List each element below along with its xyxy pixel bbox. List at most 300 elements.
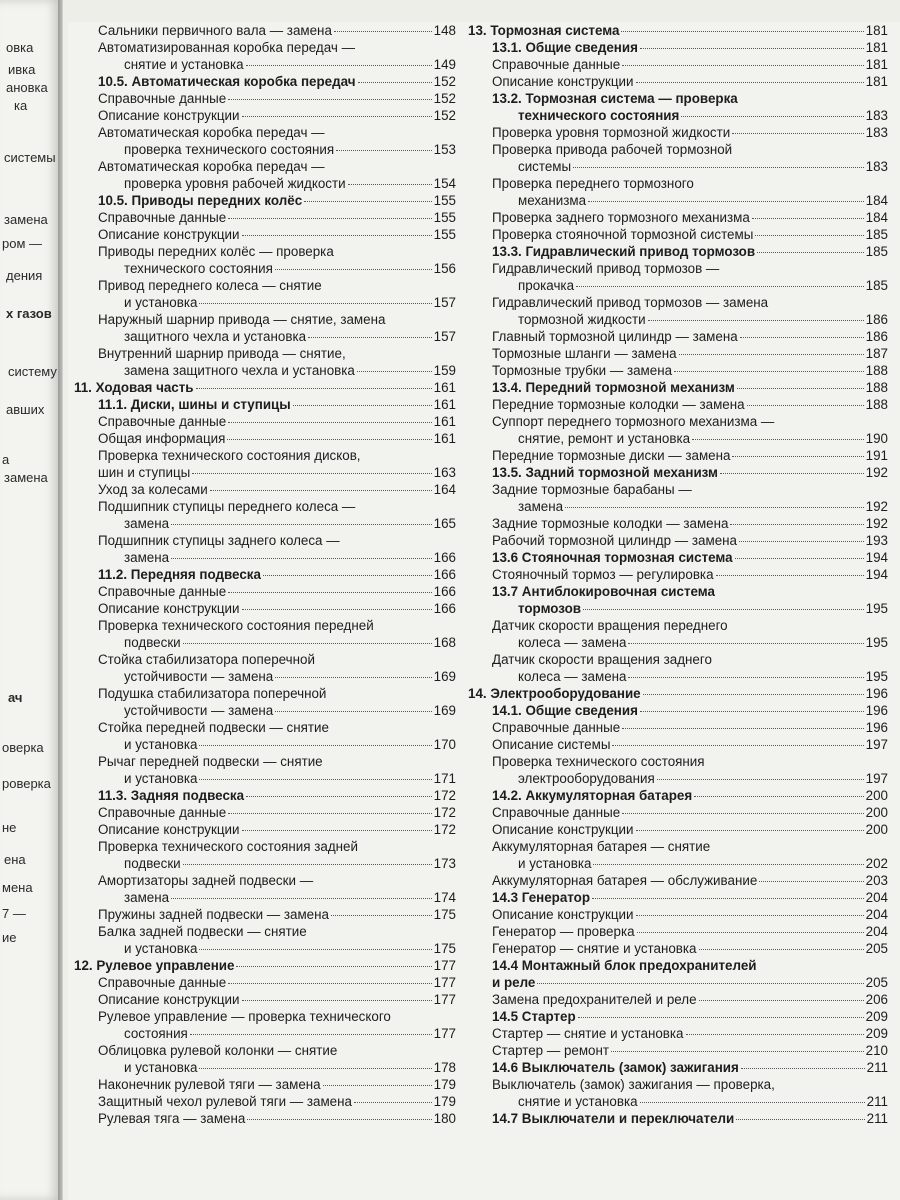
toc-entry-title: Подшипник ступицы переднего колеса — <box>98 499 356 514</box>
toc-entry-title: 14.7 Выключатели и переключатели <box>492 1111 735 1126</box>
toc-entry-title: Описание конструкции <box>492 822 634 837</box>
dot-leader <box>747 405 864 406</box>
toc-page-number: 202 <box>865 856 888 871</box>
toc-entry-title: Описание конструкции <box>98 992 240 1007</box>
toc-entry[interactable] <box>468 583 888 617</box>
toc-entry-title: Справочные данные <box>492 720 621 735</box>
toc-entry[interactable] <box>74 532 456 566</box>
dot-leader <box>648 320 864 321</box>
toc-entry[interactable] <box>74 923 456 957</box>
toc-entry-title: и реле <box>492 975 536 990</box>
toc-page-number: 179 <box>433 1077 456 1092</box>
dot-leader <box>643 694 864 695</box>
toc-entry-title: и установка <box>124 1060 198 1075</box>
dot-leader <box>736 1119 864 1120</box>
dot-leader <box>228 983 431 984</box>
toc-entry-title: состояния <box>124 1026 188 1041</box>
toc-entry-title: системы <box>518 159 572 174</box>
dot-leader <box>636 82 864 83</box>
toc-entry[interactable] <box>468 617 888 651</box>
toc-entry-title: и установка <box>124 941 198 956</box>
toc-entry-title: Аккумуляторная батарея — снятие <box>492 839 711 854</box>
toc-entry-title: и установка <box>518 856 592 871</box>
toc-left-column <box>74 22 456 1127</box>
toc-entry-title: Генератор — проверка <box>492 924 635 939</box>
toc-entry-title: Стояночный тормоз — регулировка <box>492 567 714 582</box>
dot-leader <box>611 1051 864 1052</box>
dot-leader <box>293 405 432 406</box>
toc-page-number: 185 <box>865 227 888 242</box>
toc-entry[interactable] <box>468 719 888 736</box>
toc-page-number: 177 <box>433 975 456 990</box>
toc-entry[interactable] <box>468 464 888 481</box>
toc-page-number: 166 <box>433 550 456 565</box>
toc-entry[interactable] <box>468 481 888 515</box>
dot-leader <box>628 677 863 678</box>
toc-entry-title: 10.5. Приводы передних колёс <box>98 193 303 208</box>
toc-entry[interactable] <box>468 226 888 243</box>
toc-entry[interactable] <box>468 872 888 889</box>
previous-page-text-fragment: ена <box>4 852 26 867</box>
toc-entry[interactable] <box>468 56 888 73</box>
toc-entry[interactable] <box>468 702 888 719</box>
toc-page-number: 154 <box>433 176 456 191</box>
toc-entry[interactable] <box>74 90 456 107</box>
toc-page-number: 209 <box>865 1026 888 1041</box>
toc-entry-title: Проверка технического состояния задней <box>98 839 358 854</box>
toc-entry[interactable] <box>74 345 456 379</box>
toc-entry[interactable] <box>74 430 456 447</box>
toc-entry-title: Амортизаторы задней подвески — <box>98 873 314 888</box>
toc-page-number: 211 <box>866 1094 888 1109</box>
toc-page-number: 157 <box>433 329 456 344</box>
toc-entry-title: Гидравлический привод тормозов — <box>492 261 720 276</box>
toc-entry[interactable] <box>468 566 888 583</box>
toc-entry-title: Передние тормозные колодки — замена <box>492 397 745 412</box>
toc-entry-title: и установка <box>124 771 198 786</box>
dot-leader <box>565 507 864 508</box>
dot-leader <box>246 65 432 66</box>
toc-entry[interactable] <box>468 294 888 328</box>
toc-entry[interactable] <box>74 617 456 651</box>
toc-entry-title: Общая информация <box>98 431 226 446</box>
toc-entry-title: 13.1. Общие сведения <box>492 40 638 55</box>
toc-entry[interactable] <box>74 838 456 872</box>
toc-entry[interactable] <box>74 991 456 1008</box>
toc-page-number: 185 <box>865 278 888 293</box>
toc-page-number: 186 <box>865 312 888 327</box>
toc-page-number: 161 <box>433 414 456 429</box>
toc-entry-title: защитного чехла и установка <box>124 329 307 344</box>
toc-entry[interactable] <box>74 311 456 345</box>
toc-entry[interactable] <box>468 39 888 56</box>
toc-entry-title: Проверка технического состояния <box>492 754 705 769</box>
toc-entry[interactable] <box>468 787 888 804</box>
toc-entry-title: Тормозные трубки — замена <box>492 363 673 378</box>
toc-page-number: 175 <box>433 907 456 922</box>
toc-page-number: 148 <box>433 23 456 38</box>
dot-leader <box>242 235 432 236</box>
dot-leader <box>242 1000 432 1001</box>
previous-page-text-fragment: оверка <box>2 740 44 755</box>
toc-entry[interactable] <box>468 328 888 345</box>
toc-entry-title: 14. Электрооборудование <box>468 686 641 701</box>
toc-entry-title: замена защитного чехла и установка <box>124 363 355 378</box>
toc-entry-title: Стартер — снятие и установка <box>492 1026 684 1041</box>
toc-entry-title: Автоматизированная коробка передач — <box>98 40 355 55</box>
toc-entry-title: Замена предохранителей и реле <box>492 992 697 1007</box>
toc-entry[interactable] <box>74 1076 456 1093</box>
dot-leader <box>640 711 864 712</box>
toc-entry-title: Автоматическая коробка передач — <box>98 125 325 140</box>
dot-leader <box>242 609 432 610</box>
toc-entry-title: Описание системы <box>492 737 611 752</box>
toc-page-number: 178 <box>433 1060 456 1075</box>
dot-leader <box>593 864 863 865</box>
toc-entry-title: проверка уровня рабочей жидкости <box>124 176 346 191</box>
toc-entry[interactable] <box>468 243 888 260</box>
dot-leader <box>699 949 864 950</box>
dot-leader <box>199 303 431 304</box>
toc-entry[interactable] <box>74 787 456 804</box>
toc-page-number: 200 <box>865 822 888 837</box>
toc-entry[interactable] <box>74 447 456 481</box>
toc-entry[interactable] <box>468 651 888 685</box>
dot-leader <box>228 422 431 423</box>
dot-leader <box>228 218 431 219</box>
toc-entry[interactable] <box>468 532 888 549</box>
toc-entry-title: и установка <box>124 737 198 752</box>
dot-leader <box>578 1017 864 1018</box>
dot-leader <box>732 133 863 134</box>
toc-entry[interactable] <box>468 685 888 702</box>
toc-page-number: 192 <box>865 516 888 531</box>
toc-page-number: 186 <box>865 329 888 344</box>
toc-right-column <box>468 22 888 1127</box>
toc-page-number: 193 <box>865 533 888 548</box>
toc-entry-title: Привод переднего колеса — снятие <box>98 278 322 293</box>
previous-page-text-fragment: ка <box>14 98 28 113</box>
dot-leader <box>720 473 864 474</box>
toc-page-number: 169 <box>433 703 456 718</box>
toc-entry-title: Проверка уровня тормозной жидкости <box>492 125 731 140</box>
dot-leader <box>275 677 431 678</box>
toc-entry[interactable] <box>74 107 456 124</box>
toc-entry-title: Датчик скорости вращения переднего <box>492 618 728 633</box>
toc-page-number: 164 <box>433 482 456 497</box>
toc-page-number: 177 <box>433 992 456 1007</box>
toc-page-number: 205 <box>865 941 888 956</box>
toc-entry[interactable] <box>74 685 456 719</box>
toc-entry[interactable] <box>74 396 456 413</box>
toc-page-number: 195 <box>865 635 888 650</box>
toc-entry-title: Балка задней подвески — снятие <box>98 924 307 939</box>
toc-entry-title: Наружный шарнир привода — снятие, замена <box>98 312 386 327</box>
toc-entry[interactable] <box>468 957 888 991</box>
previous-page-text-fragment: ром — <box>2 236 43 251</box>
dot-leader <box>275 711 431 712</box>
toc-entry-title: снятие, ремонт и установка <box>518 431 691 446</box>
toc-page-number: 191 <box>865 448 888 463</box>
toc-entry-title: Справочные данные <box>492 57 621 72</box>
toc-entry[interactable] <box>468 906 888 923</box>
toc-entry[interactable] <box>468 209 888 226</box>
previous-page-text-fragment: не <box>2 820 17 835</box>
toc-entry[interactable] <box>468 141 888 175</box>
toc-page-number: 200 <box>865 788 888 803</box>
toc-entry-title: 13.5. Задний тормозной механизм <box>492 465 718 480</box>
dot-leader <box>637 932 864 933</box>
toc-entry[interactable] <box>468 549 888 566</box>
toc-entry[interactable] <box>468 447 888 464</box>
toc-page-number: 183 <box>865 159 888 174</box>
toc-entry-title: Справочные данные <box>98 805 227 820</box>
toc-entry[interactable] <box>468 515 888 532</box>
toc-entry[interactable] <box>74 277 456 311</box>
toc-entry[interactable] <box>468 90 888 124</box>
toc-entry-title: подвески <box>124 856 181 871</box>
toc-entry[interactable] <box>468 1025 888 1042</box>
toc-entry[interactable] <box>74 498 456 532</box>
toc-entry[interactable] <box>468 1042 888 1059</box>
toc-entry[interactable] <box>468 1059 888 1076</box>
toc-entry-title: Тормозные шланги — замена <box>492 346 677 361</box>
toc-entry[interactable] <box>468 753 888 787</box>
toc-entry[interactable] <box>74 1008 456 1042</box>
dot-leader <box>636 915 864 916</box>
toc-page-number: 161 <box>433 431 456 446</box>
toc-page-number: 174 <box>433 890 456 905</box>
toc-entry[interactable] <box>74 974 456 991</box>
toc-entry-title: 12. Рулевое управление <box>74 958 235 973</box>
dot-leader <box>583 609 864 610</box>
toc-page-number: 155 <box>433 210 456 225</box>
toc-entry[interactable] <box>74 600 456 617</box>
toc-page-number: 166 <box>433 584 456 599</box>
toc-entry[interactable] <box>74 39 456 73</box>
toc-page-number: 209 <box>865 1009 888 1024</box>
toc-page-number: 211 <box>866 1060 888 1075</box>
toc-entry[interactable] <box>468 923 888 940</box>
previous-page-text-fragment: замена <box>4 212 48 227</box>
toc-entry[interactable] <box>468 821 888 838</box>
toc-entry[interactable] <box>74 1093 456 1110</box>
toc-entry[interactable] <box>468 991 888 1008</box>
toc-entry[interactable] <box>468 379 888 396</box>
dot-leader <box>759 881 863 882</box>
toc-entry[interactable] <box>468 1008 888 1025</box>
toc-entry[interactable] <box>468 940 888 957</box>
previous-page-text-fragment: х газов <box>6 306 52 321</box>
previous-page-text-fragment: авших <box>6 402 45 417</box>
toc-entry[interactable] <box>468 362 888 379</box>
toc-entry[interactable] <box>468 73 888 90</box>
toc-entry-title: Главный тормозной цилиндр — замена <box>492 329 738 344</box>
toc-entry[interactable] <box>74 226 456 243</box>
toc-entry-title: Рабочий тормозной цилиндр — замена <box>492 533 737 548</box>
toc-entry[interactable] <box>74 583 456 600</box>
toc-entry[interactable] <box>468 736 888 753</box>
toc-page-number: 204 <box>865 890 888 905</box>
toc-entry-title: 14.4 Монтажный блок предохранителей <box>492 958 757 973</box>
toc-entry-title: 13. Тормозная система <box>468 23 620 38</box>
toc-page-number: 177 <box>433 1026 456 1041</box>
toc-page-number: 181 <box>865 74 888 89</box>
toc-entry[interactable] <box>468 1076 888 1110</box>
dot-leader <box>674 371 864 372</box>
toc-page-number: 205 <box>865 975 888 990</box>
previous-page-text-fragment: замена <box>4 470 48 485</box>
toc-entry[interactable] <box>74 1110 456 1127</box>
toc-entry-title: Выключатель (замок) зажигания — проверка, <box>492 1077 775 1092</box>
dot-leader <box>692 439 864 440</box>
toc-page-number: 194 <box>865 550 888 565</box>
toc-entry[interactable] <box>74 209 456 226</box>
dot-leader <box>199 779 431 780</box>
dot-leader <box>190 1034 432 1035</box>
toc-entry[interactable] <box>74 719 456 753</box>
dot-leader <box>336 150 431 151</box>
toc-entry[interactable] <box>74 821 456 838</box>
toc-page-number: 159 <box>433 363 456 378</box>
toc-page-number: 177 <box>433 958 456 973</box>
toc-entry-title: Описание конструкции <box>98 822 240 837</box>
toc-entry-title: Проверка заднего тормозного механизма <box>492 210 750 225</box>
toc-page-number: 206 <box>865 992 888 1007</box>
toc-entry-title: Подушка стабилизатора поперечной <box>98 686 327 701</box>
toc-page-number: 181 <box>865 57 888 72</box>
toc-entry-title: Внутренний шарнир привода — снятие, <box>98 346 346 361</box>
dot-leader <box>657 779 864 780</box>
dot-leader <box>681 116 863 117</box>
toc-entry[interactable] <box>468 260 888 294</box>
dot-leader <box>304 201 431 202</box>
toc-entry[interactable] <box>74 379 456 396</box>
table-of-contents-page <box>68 22 900 1200</box>
toc-page-number: 165 <box>433 516 456 531</box>
toc-entry[interactable] <box>74 804 456 821</box>
toc-entry-title: Справочные данные <box>98 414 227 429</box>
dot-leader <box>183 864 432 865</box>
toc-entry[interactable] <box>74 651 456 685</box>
toc-entry[interactable] <box>74 22 456 39</box>
dot-leader <box>171 558 432 559</box>
toc-entry-title: Описание конструкции <box>492 907 634 922</box>
dot-leader <box>757 252 864 253</box>
dot-leader <box>242 116 432 117</box>
previous-page-text-fragment: ач <box>8 690 23 705</box>
toc-entry[interactable] <box>468 22 888 39</box>
dot-leader <box>755 235 863 236</box>
toc-entry[interactable] <box>74 906 456 923</box>
toc-page-number: 161 <box>433 380 456 395</box>
toc-page-number: 183 <box>865 125 888 140</box>
toc-page-number: 181 <box>865 23 888 38</box>
toc-entry[interactable] <box>74 73 456 90</box>
dot-leader <box>171 524 432 525</box>
toc-page-number: 166 <box>433 601 456 616</box>
toc-page-number: 192 <box>865 499 888 514</box>
toc-entry-title: тормозов <box>518 601 582 616</box>
toc-page-number: 197 <box>865 771 888 786</box>
toc-entry-title: Проверка стояночной тормозной системы <box>492 227 754 242</box>
toc-entry[interactable] <box>74 192 456 209</box>
dot-leader <box>735 558 864 559</box>
toc-page-number: 155 <box>433 227 456 242</box>
toc-entry[interactable] <box>468 1110 888 1127</box>
previous-page-text-fragment: ивка <box>8 62 36 77</box>
page-gutter-shadow <box>58 0 63 1200</box>
previous-page-text-fragment: системы <box>4 150 56 165</box>
toc-entry[interactable] <box>74 1042 456 1076</box>
dot-leader <box>199 745 431 746</box>
toc-entry[interactable] <box>74 957 456 974</box>
dot-leader <box>242 830 432 831</box>
toc-entry-title: Генератор — снятие и установка <box>492 941 697 956</box>
dot-leader <box>622 65 863 66</box>
toc-entry-title: и установка <box>124 295 198 310</box>
toc-entry-title: Задние тормозные колодки — замена <box>492 516 729 531</box>
dot-leader <box>592 898 864 899</box>
toc-entry[interactable] <box>74 753 456 787</box>
dot-leader <box>228 99 431 100</box>
dot-leader <box>358 82 432 83</box>
toc-page-number: 190 <box>865 431 888 446</box>
toc-entry[interactable] <box>468 889 888 906</box>
toc-entry[interactable] <box>468 345 888 362</box>
toc-entry-title: снятие и установка <box>518 1094 638 1109</box>
toc-entry-title: замена <box>124 550 170 565</box>
toc-entry[interactable] <box>468 804 888 821</box>
toc-page-number: 203 <box>865 873 888 888</box>
toc-entry-title: Облицовка рулевой колонки — снятие <box>98 1043 338 1058</box>
toc-entry[interactable] <box>468 838 888 872</box>
previous-page-text-fragment: ие <box>2 930 17 945</box>
toc-page-number: 169 <box>433 669 456 684</box>
toc-entry[interactable] <box>74 481 456 498</box>
toc-entry-title: Описание конструкции <box>98 108 240 123</box>
toc-entry-title: 13.2. Тормозная система — проверка <box>492 91 738 106</box>
dot-leader <box>308 337 432 338</box>
toc-entry-title: 14.6 Выключатель (замок) зажигания <box>492 1060 739 1075</box>
toc-entry-title: Проверка технического состояния дисков, <box>98 448 361 463</box>
toc-entry[interactable] <box>74 243 456 277</box>
dot-leader <box>354 1102 432 1103</box>
toc-entry[interactable] <box>74 124 456 158</box>
toc-entry-title: проверка технического состояния <box>124 142 335 157</box>
toc-entry[interactable] <box>468 175 888 209</box>
toc-entry-title: Справочные данные <box>98 210 227 225</box>
toc-page-number: 194 <box>865 567 888 582</box>
toc-page-number: 157 <box>433 295 456 310</box>
dot-leader <box>622 813 863 814</box>
dot-leader <box>640 48 864 49</box>
toc-entry-title: Сальники первичного вала — замена <box>98 23 332 38</box>
toc-entry-title: 14.2. Аккумуляторная батарея <box>492 788 693 803</box>
toc-entry[interactable] <box>468 413 888 447</box>
toc-entry[interactable] <box>74 158 456 192</box>
toc-entry[interactable] <box>468 396 888 413</box>
toc-page-number: 172 <box>433 788 456 803</box>
toc-entry[interactable] <box>468 124 888 141</box>
dot-leader <box>199 1068 431 1069</box>
toc-entry-title: шин и ступицы <box>98 465 191 480</box>
dot-leader <box>612 745 863 746</box>
toc-entry-title: подвески <box>124 635 181 650</box>
toc-entry[interactable] <box>74 413 456 430</box>
toc-entry[interactable] <box>74 566 456 583</box>
toc-entry[interactable] <box>74 872 456 906</box>
